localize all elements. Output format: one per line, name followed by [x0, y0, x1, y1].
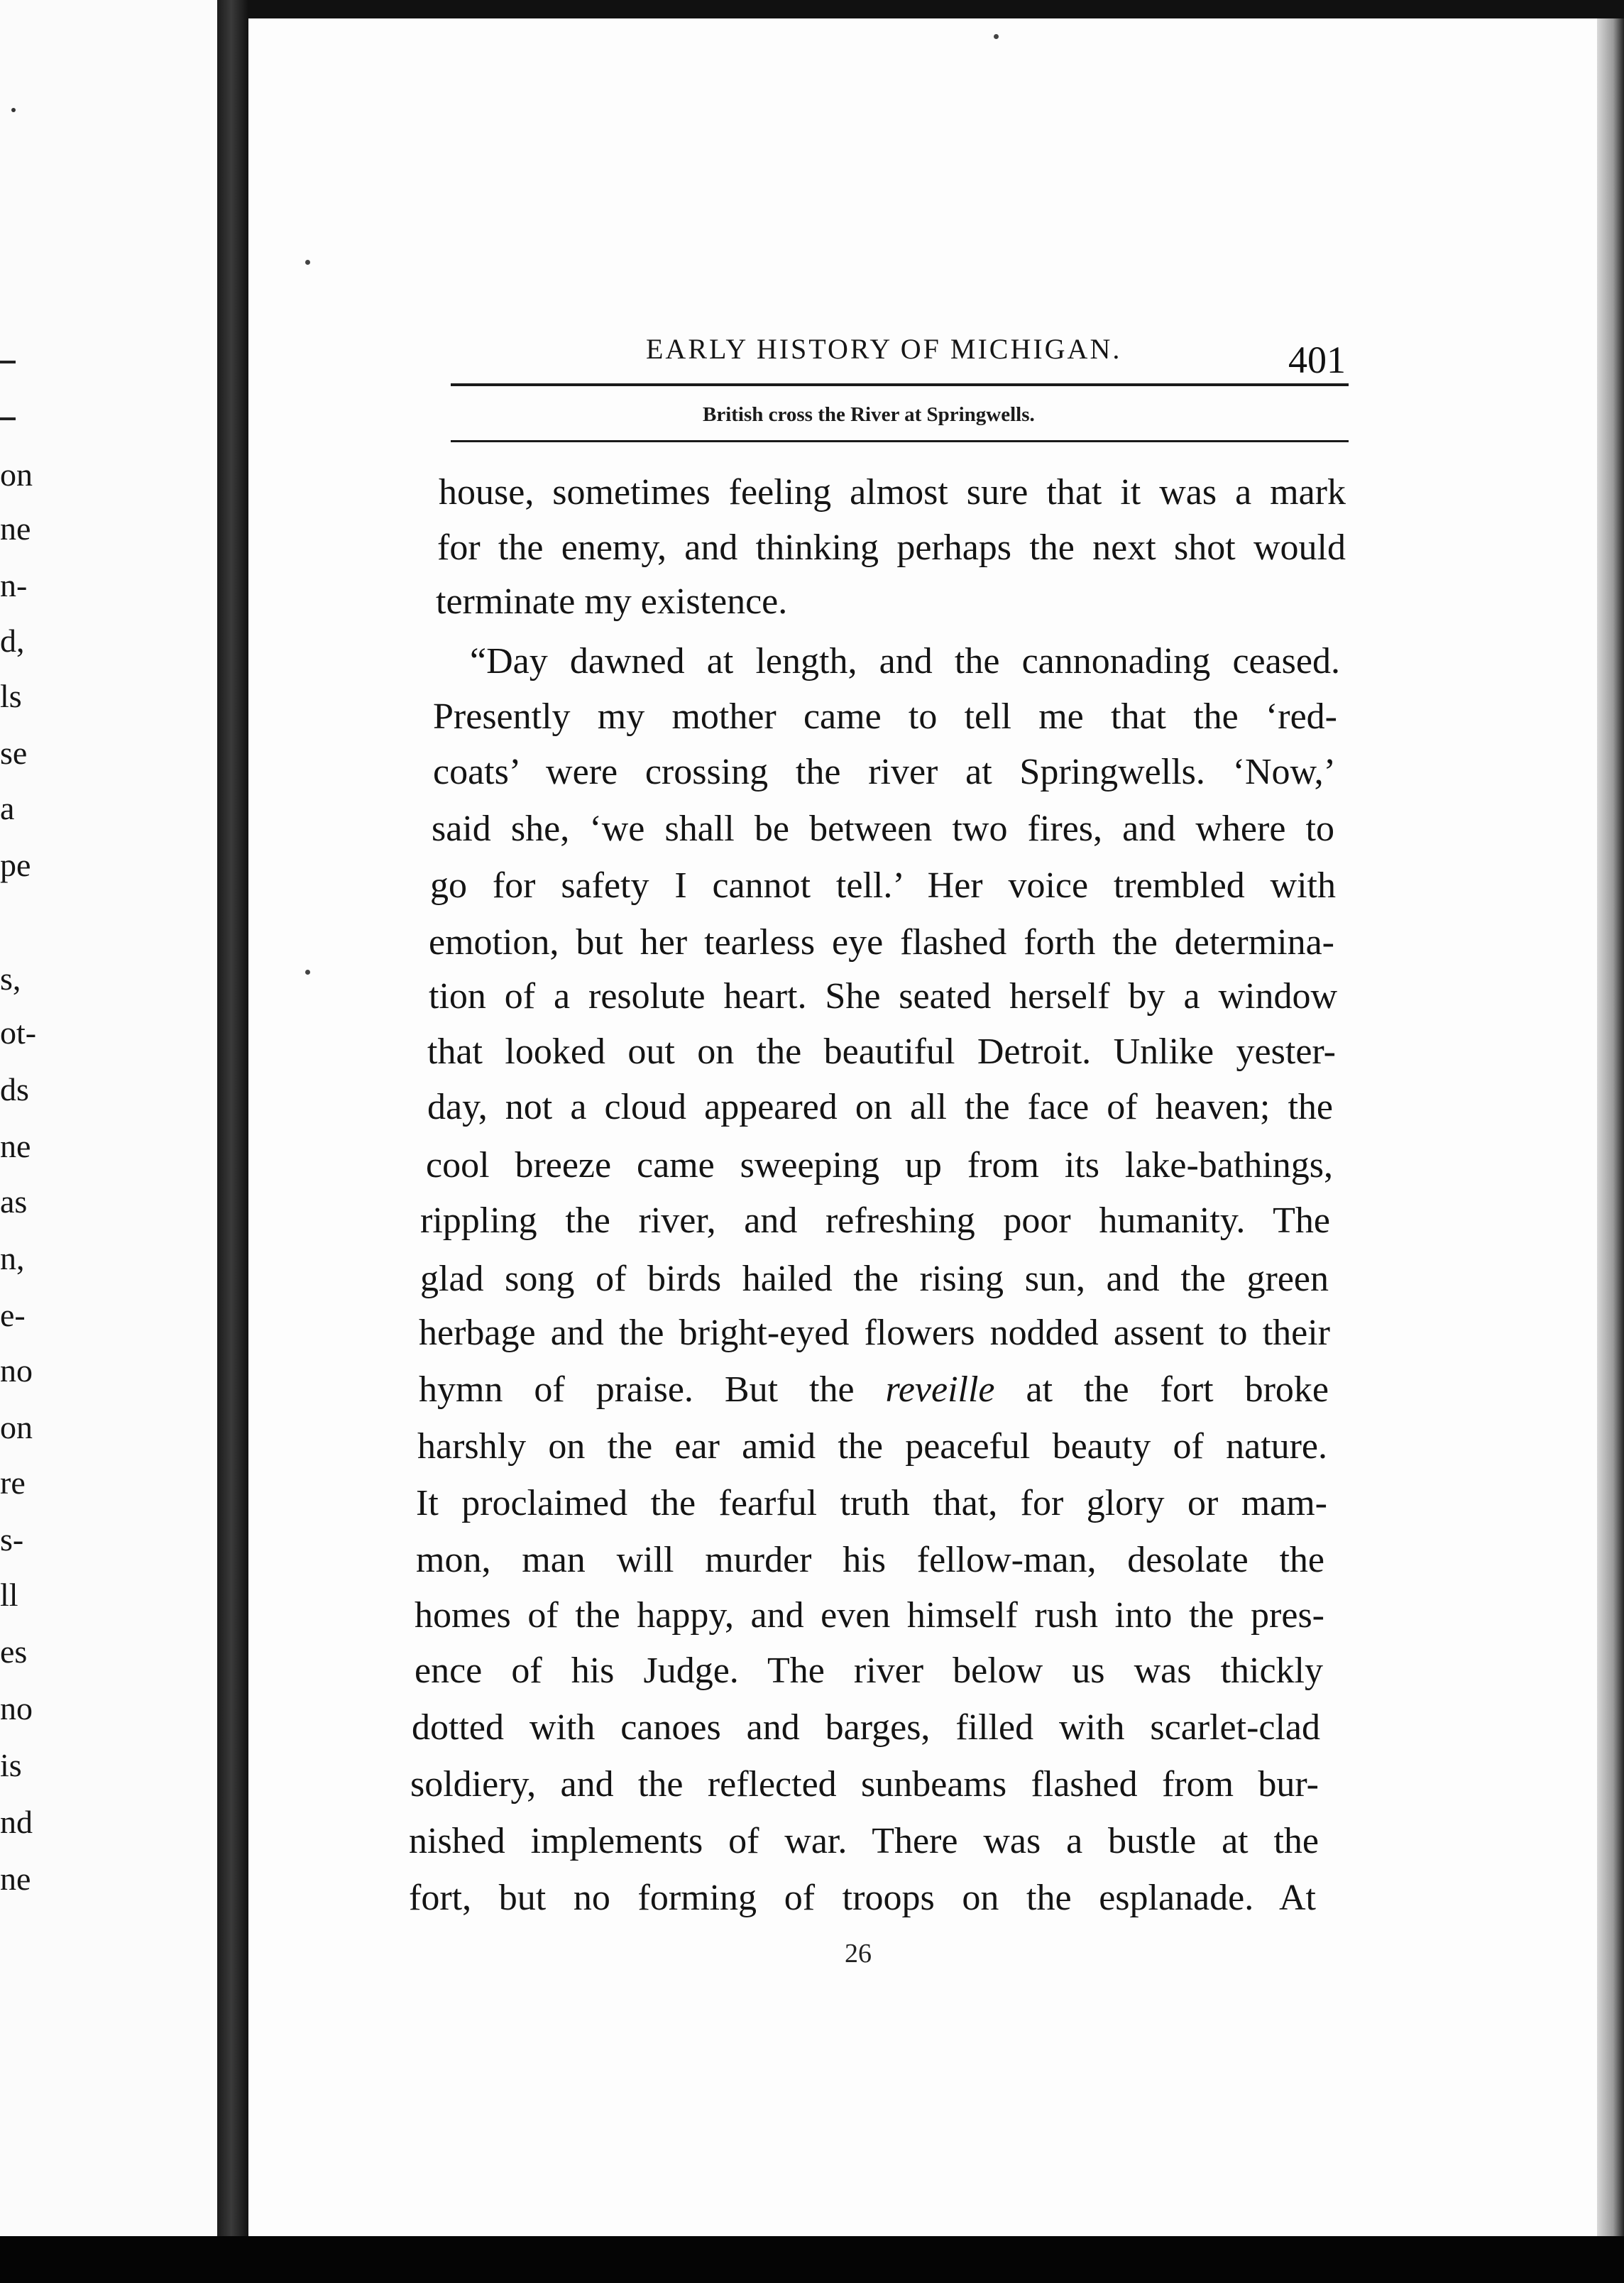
body-line-1: house, sometimes feeling almost sure that it was a mark	[439, 472, 1346, 513]
section-subheading: British cross the River at Springwells.	[703, 403, 1035, 426]
body-line-23: dotted with canoes and barges, filled with scarlet-clad	[412, 1707, 1320, 1748]
body-line-14: rippling the river, and refreshing poor humanity. The	[420, 1200, 1330, 1241]
left-page-fragment: nd	[0, 1804, 33, 1840]
ink-speck	[994, 34, 999, 39]
ink-speck	[11, 108, 16, 112]
left-page-fragment: se	[0, 735, 28, 771]
italic-word: reveille	[885, 1369, 995, 1410]
running-head: EARLY HISTORY OF MICHIGAN.	[646, 333, 1122, 365]
left-page-fragment: ll	[0, 1577, 18, 1613]
body-line-7: said she, ‘we shall be between two fires, and where to	[432, 809, 1334, 849]
body-line-18: harshly on the ear amid the peaceful beauty of nature.	[417, 1426, 1327, 1467]
body-line-17-end: at the fort broke	[1026, 1369, 1329, 1410]
body-line-26: fort, but no forming of troops on the esplanade. At	[409, 1878, 1316, 1918]
body-line-12: day, not a cloud appeared on all the face of heaven; the	[427, 1087, 1333, 1127]
page-number: 401	[1288, 339, 1346, 381]
body-line-11: that looked out on the beautiful Detroit. Unlike yester-	[427, 1031, 1336, 1072]
book-gutter	[217, 0, 248, 2238]
left-page-fragment: e-	[0, 1297, 26, 1333]
body-line-15: glad song of birds hailed the rising sun, and the green	[420, 1259, 1329, 1299]
body-line-17	[419, 1369, 1329, 1410]
left-page-fragment: d,	[0, 623, 25, 659]
left-page-fragment: re	[0, 1464, 26, 1501]
left-page-rule	[0, 361, 16, 363]
left-page-fragment: n-	[0, 567, 28, 603]
left-page-fragment: ne	[0, 1861, 31, 1897]
body-line-4: “Day dawned at length, and the cannonading ceased.	[470, 641, 1340, 681]
left-page-fragment: s,	[0, 960, 21, 997]
previous-page-edge	[0, 0, 217, 2238]
body-line-3: terminate my existence.	[436, 581, 788, 622]
left-page-fragment: pe	[0, 847, 31, 883]
ink-speck	[305, 970, 310, 975]
left-page-fragment: on	[0, 1409, 33, 1445]
page-edge-shadow	[1597, 18, 1624, 2236]
body-line-21: homes of the happy, and even himself rush into the pres-	[415, 1595, 1324, 1636]
header-rule-bottom	[451, 440, 1349, 442]
left-page-fragment: as	[0, 1183, 28, 1220]
body-line-5: Presently my mother came to tell me that the ‘red-	[433, 696, 1337, 737]
left-page-fragment: s-	[0, 1521, 24, 1557]
body-line-19: It proclaimed the fearful truth that, for glory or mam-	[416, 1483, 1327, 1523]
left-page-fragment: no	[0, 1690, 33, 1726]
scan-bottom-edge	[0, 2236, 1624, 2283]
left-page-fragment: ls	[0, 678, 22, 714]
body-line-13: cool breeze came sweeping up from its lake-bathings,	[426, 1145, 1333, 1186]
left-page-fragment: is	[0, 1747, 22, 1783]
ink-speck	[305, 260, 310, 265]
left-page-rule	[0, 417, 16, 420]
body-line-22: ence of his Judge. The river below us was thickly	[415, 1650, 1323, 1691]
left-page-fragment: no	[0, 1352, 33, 1389]
left-page-fragment: ds	[0, 1071, 29, 1107]
body-line-25: nished implements of war. There was a bustle at the	[409, 1821, 1319, 1861]
body-line-16: herbage and the bright-eyed flowers nodded assent to their	[419, 1313, 1330, 1353]
left-page-fragment: on	[0, 456, 33, 493]
header-rule-top	[451, 383, 1349, 386]
body-line-2: for the enemy, and thinking perhaps the next shot would	[437, 527, 1346, 568]
body-line-8: go for safety I cannot tell.’ Her voice trembled with	[430, 865, 1336, 906]
left-page-fragment: es	[0, 1633, 28, 1670]
left-page-fragment: a	[0, 790, 15, 826]
body-line-6: coats’ were crossing the river at Springwells. ‘Now,’	[433, 752, 1336, 792]
left-page-fragment: n,	[0, 1240, 25, 1276]
body-line-24: soldiery, and the reflected sunbeams flashed from bur-	[410, 1764, 1319, 1805]
left-page-fragment: ne	[0, 1128, 31, 1164]
left-page-fragment: ot-	[0, 1014, 37, 1051]
body-line-17-start: hymn of praise. But the	[419, 1369, 855, 1410]
body-line-20: mon, man will murder his fellow-man, desolate the	[416, 1540, 1324, 1580]
body-line-9: emotion, but her tearless eye flashed forth the determina-	[429, 922, 1334, 963]
body-line-10: tion of a resolute heart. She seated herself by a window	[429, 976, 1337, 1017]
signature-mark: 26	[845, 1939, 872, 1969]
left-page-fragment: ne	[0, 510, 31, 547]
